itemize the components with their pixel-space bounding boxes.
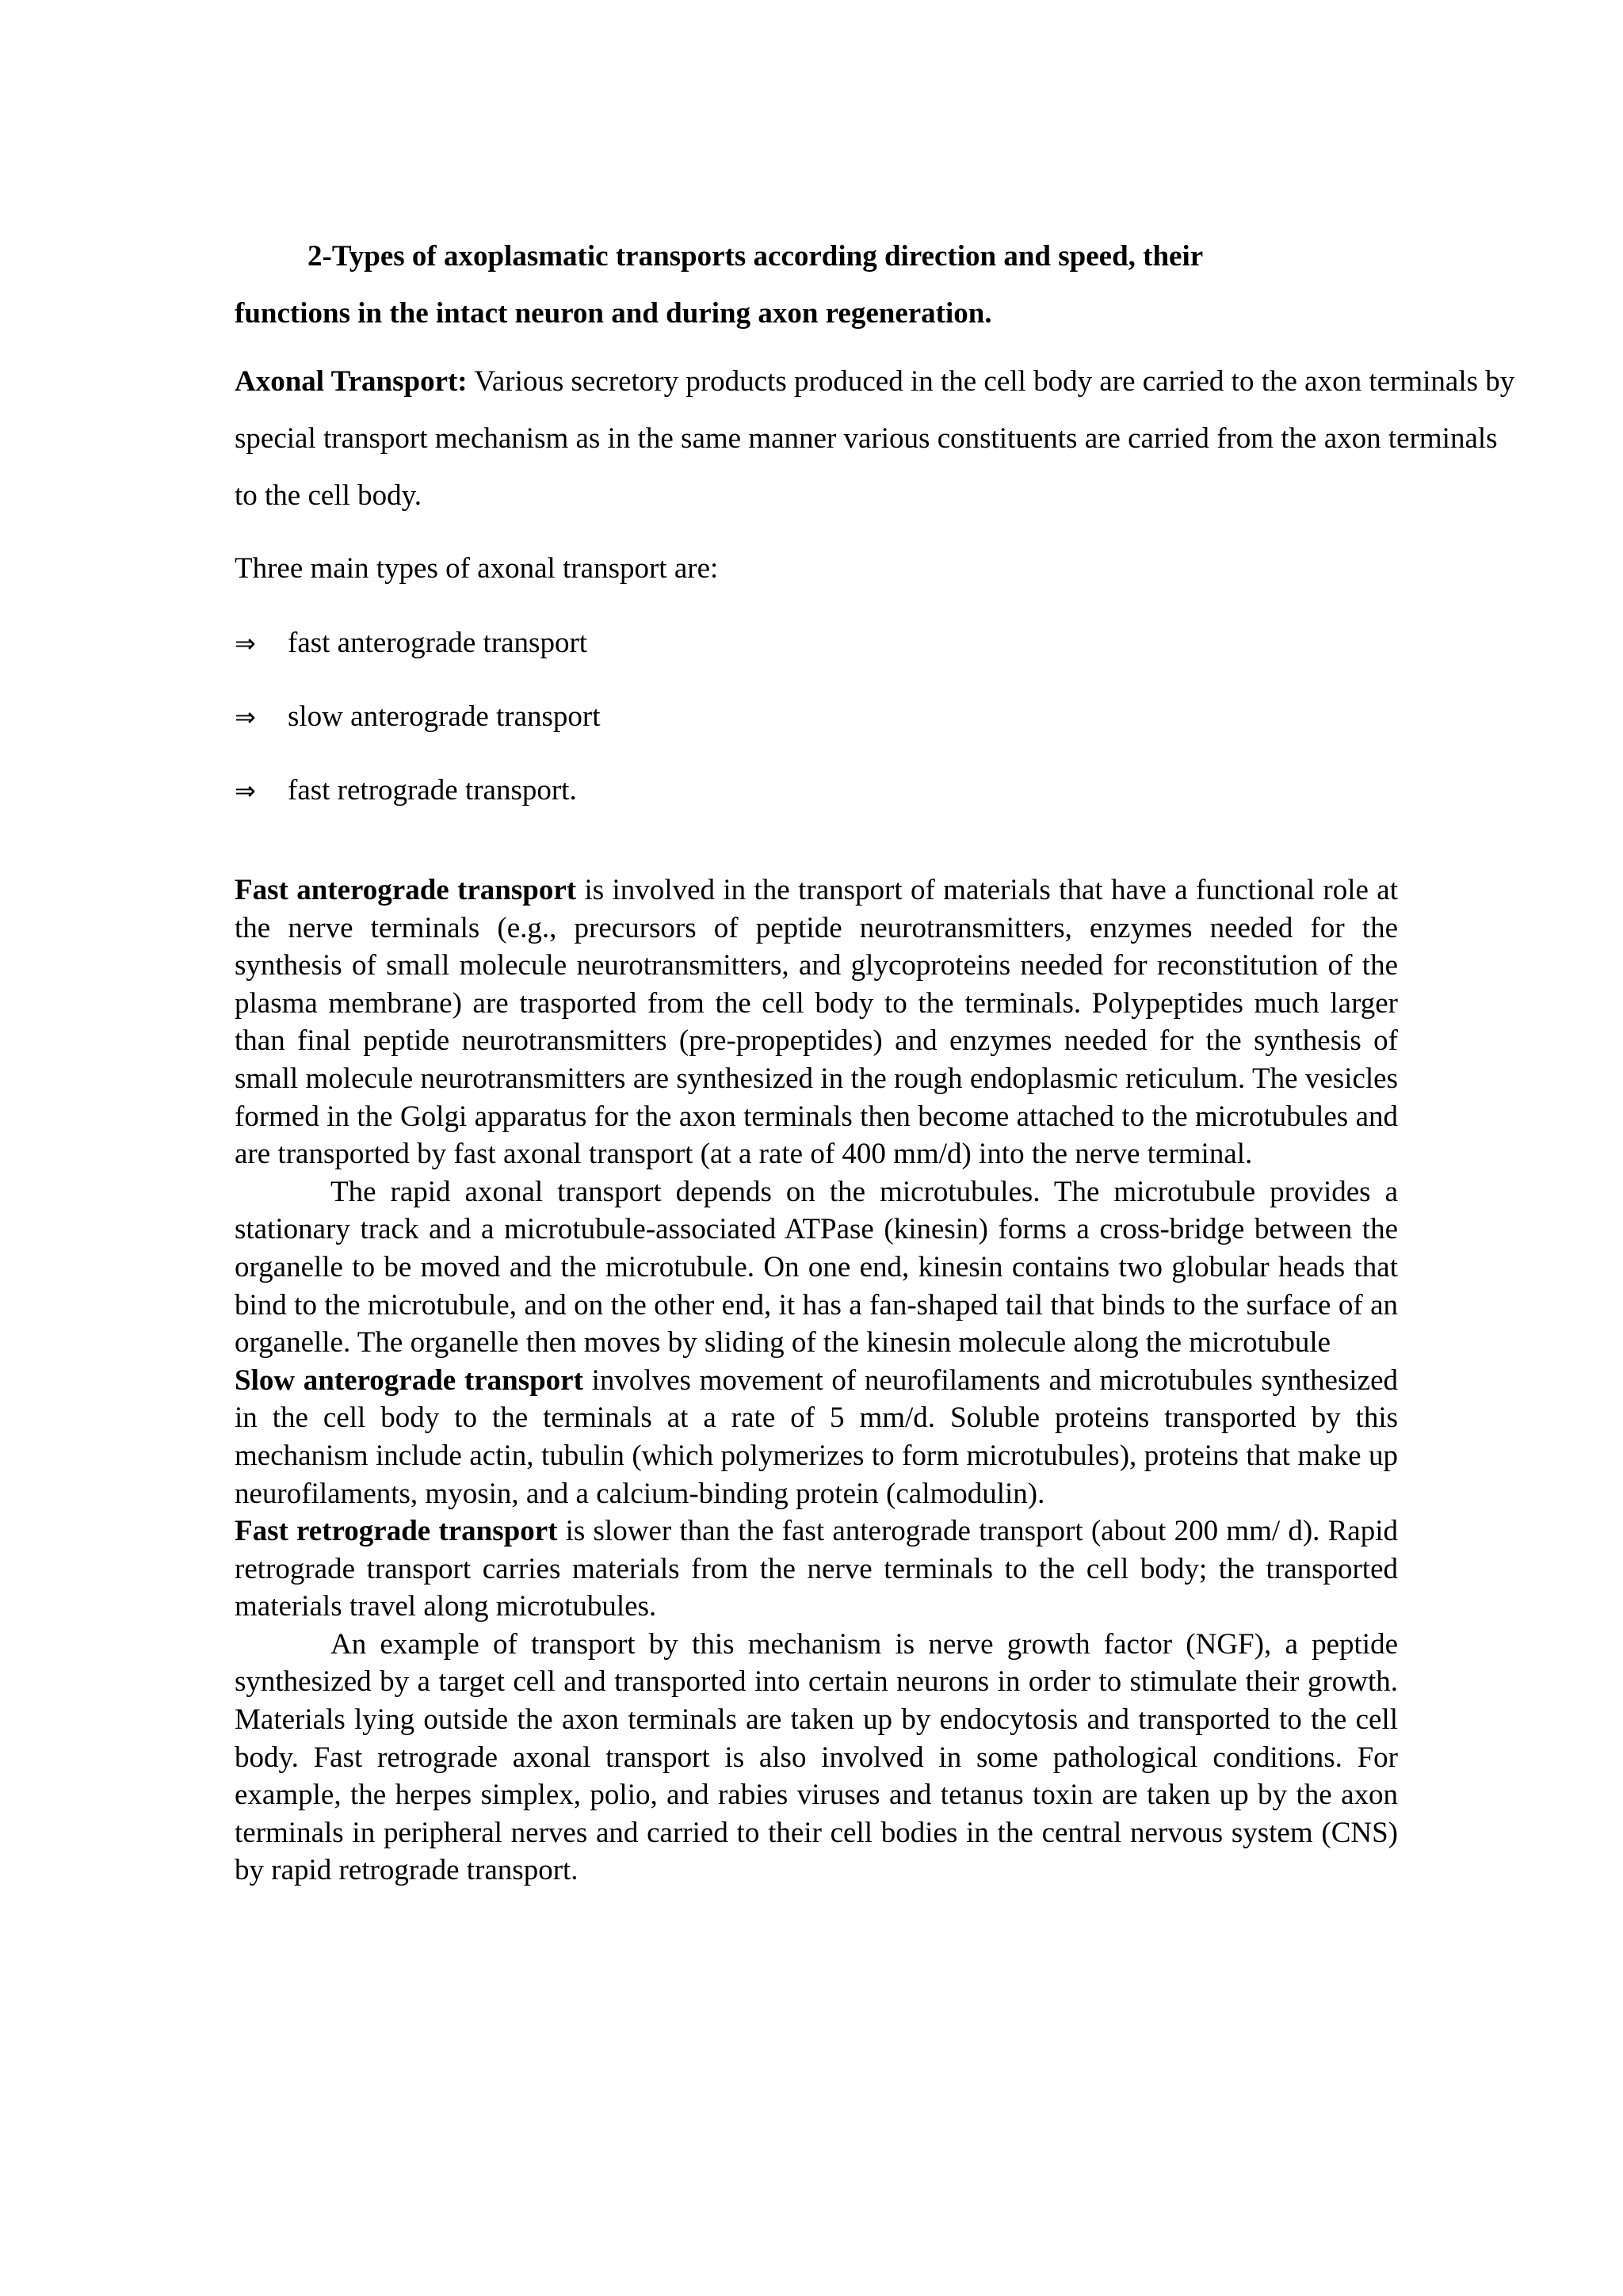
body-text: [235, 871, 1398, 1890]
intro-paragraph: [235, 353, 1518, 524]
fast-anterograde-paragraph: [235, 871, 1398, 1173]
double-arrow-icon: ⇒: [235, 702, 256, 732]
slow-anterograde-text: involves movement of neurofilaments and microtubules synthesized in the cell body to the terminals at a rate of 5 mm/d. Soluble proteins transported by this mechanism include actin, tubulin (which polymerizes to form microtubules), proteins that make up neurofilaments, myosin, and a calcium-binding protein (calmodulin).: [235, 1363, 1398, 1510]
list-item: [235, 615, 1423, 688]
double-arrow-icon: ⇒: [235, 628, 256, 658]
slow-anterograde-paragraph: [235, 1362, 1398, 1512]
list-item-text: fast anterograde transport: [288, 627, 588, 659]
list-item: [235, 762, 1423, 836]
rapid-transport-paragraph: The rapid axonal transport depends on the microtubules. The microtubule provides a stationary track and a microtubule-associated ATPase (kinesin) forms a cross-bridge between the organelle to be moved and the microtubule. On one end, kinesin contains two globular heads that bind to the microtubule, and on the other end, it has a fan-shaped tail that binds to the surface of an organelle. The organelle then moves by sliding of the kinesin molecule along the microtubule: [235, 1175, 1398, 1360]
fast-anterograde-label: Fast anterograde transport: [235, 874, 577, 906]
fast-anterograde-text: is involved in the transport of materials that have a functional role at the nerve terminals (e.g., precursors of peptide neurotransmitters, enzymes needed for the synthesis of small molecule neurotransmitters, and glycoproteins needed for reconstitution of the plasma membrane) are trasported from the cell body to the terminals. Polypeptides much larger than final peptide neurotransmitters (pre-propeptides) and enzymes needed for the synthesis of small molecule neurotransmitters are synthesized in the rough endoplasmic reticulum. The vesicles formed in the Golgi apparatus for the axon terminals then become attached to the microtubules and are transported by fast axonal transport (at a rate of 400 mm/d) into the nerve terminal.: [235, 874, 1398, 1171]
types-intro: Three main types of axonal transport are:: [235, 552, 719, 585]
fast-retrograde-label: Fast retrograde transport: [235, 1515, 558, 1548]
fast-retrograde-text: is slower than the fast anterograde transport (about 200 mm/ d). Rapid retrograde transport carries materials from the nerve terminals to the cell body; the transported materials travel along microtubules.: [235, 1515, 1398, 1623]
intro-text: Various secretory products produced in the cell body are carried to the axon terminals by special transport mechanism as in the same manner various constituents are carried from the axon terminals to the cell body.: [235, 365, 1515, 512]
title-line-1: 2-Types of axoplasmatic transports according direction and speed, their: [307, 240, 1204, 273]
list-item-text: fast retrograde transport.: [288, 774, 577, 807]
list-item: [235, 688, 1423, 762]
double-arrow-icon: ⇒: [235, 776, 256, 806]
fast-retrograde-paragraph: [235, 1512, 1398, 1626]
intro-label: Axonal Transport:: [235, 365, 468, 398]
page-title: [235, 228, 1423, 342]
transport-types-list: [235, 615, 1423, 836]
title-line-2: functions in the intact neuron and during axon regeneration.: [235, 297, 992, 330]
slow-anterograde-label: Slow anterograde transport: [235, 1363, 583, 1397]
ngf-example-paragraph: An example of transport by this mechanism is nerve growth factor (NGF), a peptide synthesized by a target cell and transported into certain neurons in order to stimulate their growth. Materials lying outside the axon terminals are taken up by endocytosis and transported to the cell body. Fast retrograde axonal transport is also involved in some pathological conditions. For example, the herpes simplex, polio, and rabies viruses and tetanus toxin are taken up by the axon terminals in peripheral nerves and carried to their cell bodies in the central nervous system (CNS) by rapid retrograde transport.: [235, 1627, 1398, 1887]
list-item-text: slow anterograde transport: [288, 700, 601, 733]
